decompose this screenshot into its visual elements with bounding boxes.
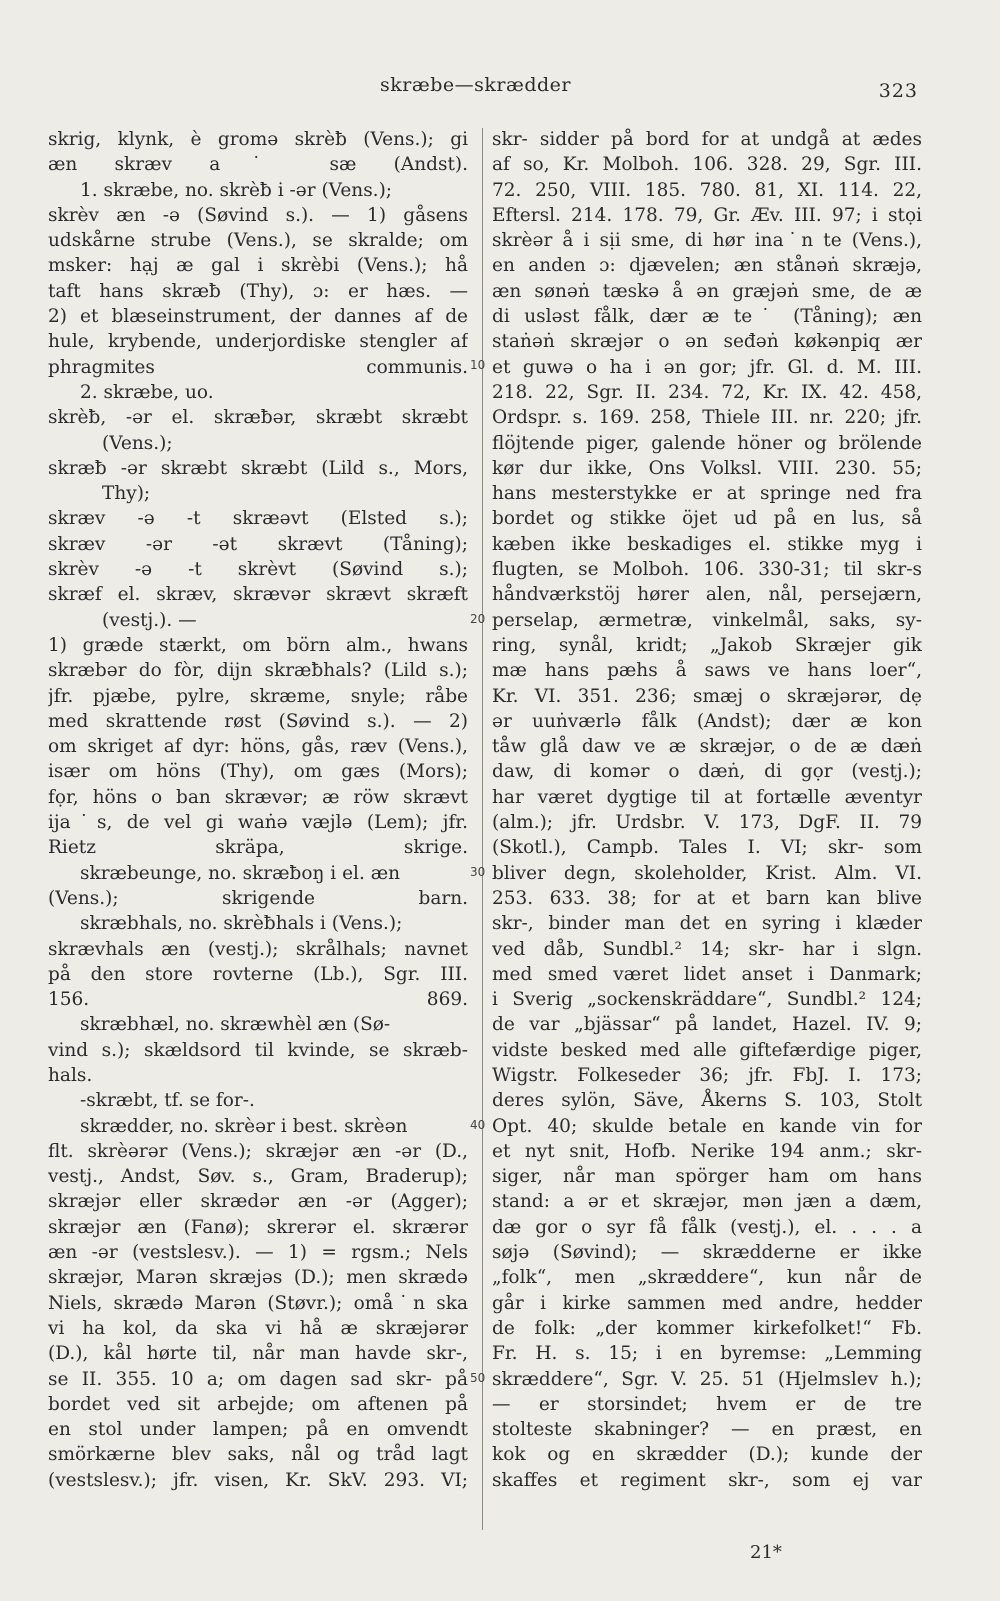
page-number: 323 [878, 80, 918, 102]
text-line: Fr. H. s. 15; i en byremse: „Lemming [492, 1343, 922, 1365]
text-line: deres sylön, Säve, Åkerns S. 103, Stolt [492, 1090, 922, 1112]
text-line: ved dåb, Sundbl.² 14; skr- har i slgn. [492, 938, 922, 960]
text-line: med smed været lidet anset i Danmark; [492, 963, 922, 985]
text-line: Eftersl. 214. 178. 79, Gr. Æv. III. 97; i stọi [492, 204, 922, 226]
text-line: en stol under lampen; på en omvendt [48, 1419, 468, 1441]
text-line: ər uuṅværlə fålk (Andst); dær æ kon [492, 710, 922, 732]
text-line: kæben ikke beskadiges el. stikke myg i [492, 533, 922, 555]
text-line: Wigstr. Folkeseder 36; jfr. FbJ. I. 173; [492, 1064, 922, 1086]
text-line: de var „bjässar“ på landet, Hazel. IV. 9; [492, 1014, 922, 1036]
text-line: 156. 869. [48, 989, 468, 1011]
text-line: 1) græde stærkt, om börn alm., hwans [48, 634, 468, 656]
text-line: Niels, skrædə Marən (Støvr.); omå˙n ska [48, 1292, 468, 1314]
text-line: et nyt snit, Hofb. Nerike 194 anm.; skr- [492, 1140, 922, 1162]
text-line: 72. 250, VIII. 185. 780. 81, XI. 114. 22, [492, 179, 922, 201]
text-line: stand: a ər et skræjər, mən jæn a dæm, [492, 1191, 922, 1213]
text-line: skræjər eller skrædər æn -ər (Agger); [48, 1191, 468, 1213]
text-line: et guwə o ha i ən gor; jfr. Gl. d. M. III. [492, 356, 922, 378]
text-line: fọr, höns o ban skrævər; æ röw skrævt [48, 786, 468, 808]
text-line: (vestslesv.); jfr. visen, Kr. SkV. 293. VI; [48, 1469, 468, 1491]
text-line: siger, når man spörger ham om hans [492, 1166, 922, 1188]
text-line: skrèər å i sịi sme, di hør ina˙n te (Vens.), [492, 230, 922, 252]
text-line: skræjər, Marən skræjəs (D.); men skrædə [48, 1267, 468, 1289]
text-line: flöjtende piger, galende höner og brölende [492, 432, 922, 454]
text-line: vidste besked med alle giftefærdige piger, [492, 1039, 922, 1061]
text-line: skr- sidder på bord for at undgå at ædes [492, 129, 922, 150]
text-line: i Sverig „sockenskräddare“, Sundbl.² 124; [492, 989, 922, 1011]
right-column [492, 127, 922, 1493]
text-line: tåw glå daw ve æ skræjər, o de æ dæṅ [492, 736, 922, 758]
text-line: kok og en skrædder (D.); kunde der [492, 1444, 922, 1466]
text-line: en anden ɔ: djævelen; æn stånəṅ skræjə, [492, 255, 922, 277]
text-line: bliver degn, skoleholder, Krist. Alm. VI. [492, 862, 922, 884]
text-line: (vestj.). — [102, 609, 197, 631]
text-line: taft hans skræƀ (Thy), ɔ: er hæs. — [48, 280, 468, 302]
text-line: æn -ər (vestslesv.). — 1) = rgsm.; Nels [48, 1242, 468, 1264]
text-line: Opt. 40; skulde betale en kande vin for [492, 1115, 922, 1137]
text-line: vind s.); skældsord til kvinde, se skræb- [48, 1039, 468, 1061]
text-line: 2. skræbe, uo. [80, 381, 214, 403]
text-line: Kr. VI. 351. 236; smæj o skræjərər, dẹ [492, 685, 922, 707]
text-line: af so, Kr. Molboh. 106. 328. 29, Sgr. III. [492, 154, 922, 176]
text-line: søjə (Søvind); — skrædderne er ikke [492, 1242, 922, 1264]
text-line: 1. skræbe, no. skrèƀ i -ər (Vens.); [80, 179, 393, 201]
text-line: skræbhals, no. skrèƀhals i (Vens.); [80, 913, 403, 935]
text-line: æn skræv a˙ sæ (Andst). [48, 154, 468, 176]
text-line: om skriget af dyr: höns, gås, ræv (Vens.), [48, 736, 468, 758]
line-number-10: 10 [470, 358, 486, 372]
text-line: Thy); [102, 483, 151, 505]
text-line: (Vens.); [102, 432, 173, 454]
text-line: bordet ved sit arbejde; om aftenen på [48, 1393, 468, 1415]
text-line: ija˙s, de vel gi waṅə væjlə (Lem); jfr. [48, 812, 468, 834]
text-line: skræv -ə -t skræəvt (Elsted s.); [48, 508, 468, 530]
text-line: skræbhæl, no. skræwhèl æn (Sø- [80, 1014, 391, 1036]
text-line: kør dur ikke, Ons Volksl. VIII. 230. 55; [492, 457, 922, 479]
text-line: -skræbt, tf. se for-. [80, 1090, 255, 1112]
text-line: mæ hans pæhs å saws ve hans loer“, [492, 660, 922, 682]
text-line: jfr. pjæbe, pylre, skræme, snyle; råbe [48, 685, 468, 707]
text-line: flugten, se Molboh. 106. 330-31; til skr-s [492, 559, 922, 581]
text-line: skræjər æn (Fanø); skrerər el. skrærər [48, 1216, 468, 1238]
text-line: æn sønəṅ tæskə å ən græjəṅ sme, de æ [492, 280, 922, 302]
text-line: Rietz skräpa, skrige. [48, 837, 468, 859]
text-line: skræddere“, Sgr. V. 25. 51 (Hjelmslev h.); [492, 1368, 922, 1390]
text-line: de folk: „der kommer kirkefolket!“ Fb. [492, 1317, 922, 1339]
text-line: på den store rovterne (Lb.), Sgr. III. [48, 963, 468, 985]
text-line: med skrattende røst (Søvind s.). — 2) [48, 710, 468, 732]
text-line: se II. 355. 10 a; om dagen sad skr- på [48, 1368, 468, 1390]
column-divider [482, 128, 483, 1530]
text-line: staṅəṅ skræjər o ən seđəṅ køkənpiq ær [492, 331, 922, 353]
text-line: 218. 22, Sgr. II. 234. 72, Kr. IX. 42. 458, [492, 381, 922, 403]
left-column [48, 127, 468, 1493]
text-line: skræv -ər -ət skrævt (Tåning); [48, 533, 468, 555]
text-line: stolteste skabninger? — en præst, en [492, 1419, 922, 1441]
text-line: har været dygtige til at fortælle æventyr [492, 786, 922, 808]
text-line: (Skotl.), Campb. Tales I. VI; skr- som [492, 837, 922, 859]
text-line: — er storsindet; hvem er de tre [492, 1393, 922, 1415]
text-line: skrig, klynk, è gromə skrèƀ (Vens.); gi [48, 129, 468, 150]
text-line: skr-, binder man det en syring i klæder [492, 913, 922, 935]
text-line: dæ gor o syr få fålk (vestj.), el. . . . a [492, 1216, 922, 1238]
text-line: skaffes et regiment skr-, som ej var [492, 1469, 922, 1491]
text-line: (D.), kål hørte til, når man havde skr-, [48, 1343, 468, 1365]
line-number-40: 40 [470, 1118, 486, 1132]
text-line: Ordspr. s. 169. 258, Thiele III. nr. 220; jfr. [492, 407, 922, 429]
text-line: 253. 633. 38; for at et barn kan blive [492, 887, 922, 909]
text-line: ring, synål, kridt; „Jakob Skræjer gik [492, 634, 922, 656]
text-line: skræbeunge, no. skræƀoŋ i el. æn [80, 862, 401, 884]
signature-mark: 21* [750, 1542, 782, 1563]
text-line: udskårne strube (Vens.), se skralde; om [48, 230, 468, 252]
text-line: skrædder, no. skrèər i best. skrèən [80, 1115, 408, 1137]
text-line: hans mesterstykke er at springe ned fra [492, 483, 922, 505]
text-line: hals. [48, 1064, 93, 1086]
text-line: skrèv æn -ə (Søvind s.). — 1) gåsens [48, 204, 468, 226]
text-line: msker: hạj æ gal i skrèbi (Vens.); hå [48, 255, 468, 277]
text-line: perselap, ærmetræ, vinkelmål, saks, sy- [492, 609, 922, 631]
text-line: bordet og stikke öjet ud på en lus, så [492, 508, 922, 530]
text-line: skræbər do fòr, dijn skræƀhals? (Lild s.); [48, 660, 468, 682]
running-head: skræbe—skrædder [380, 74, 571, 96]
text-line: skræƀ -ər skræbt skræbt (Lild s., Mors, [48, 457, 468, 479]
text-line: skrèƀ, -ər el. skræƀər, skræbt skræbt [48, 407, 468, 429]
text-line: (Vens.); skrigende barn. [48, 887, 468, 909]
text-line: hule, krybende, underjordiske stengler af [48, 331, 468, 353]
text-line: skræf el. skræv, skrævər skrævt skræft [48, 584, 468, 606]
text-line: di usləst fålk, dær æ te˙ (Tåning); æn [492, 306, 922, 328]
text-line: håndværkstöj hører alen, nål, persejærn, [492, 584, 922, 606]
text-line: daw, di komər o dæṅ, di gọr (vestj.); [492, 761, 922, 783]
text-line: skrèv -ə -t skrèvt (Søvind s.); [48, 559, 468, 581]
text-line: går i kirke sammen med andre, hedder [492, 1292, 922, 1314]
text-line: smörkærne blev saks, nål og tråd lagt [48, 1444, 468, 1466]
line-number-50: 50 [470, 1371, 486, 1385]
text-line: (alm.); jfr. Urdsbr. V. 173, DgF. II. 79 [492, 812, 922, 834]
page-header [0, 72, 1000, 102]
line-number-20: 20 [470, 612, 486, 626]
text-line: „folk“, men „skræddere“, kun når de [492, 1267, 922, 1289]
text-line: 2) et blæseinstrument, der dannes af de [48, 306, 468, 328]
text-line: vestj., Andst, Søv. s., Gram, Braderup); [48, 1166, 468, 1188]
text-line: phragmites communis. [48, 356, 468, 378]
line-number-30: 30 [470, 865, 486, 879]
text-line: flt. skrèərər (Vens.); skræjər æn -ər (D., [48, 1140, 468, 1162]
text-line: vi ha kol, da ska vi hå æ skræjərər [48, 1317, 468, 1339]
text-line: især om höns (Thy), om gæs (Mors); [48, 761, 468, 783]
text-line: skrævhals æn (vestj.); skrålhals; navnet [48, 938, 468, 960]
